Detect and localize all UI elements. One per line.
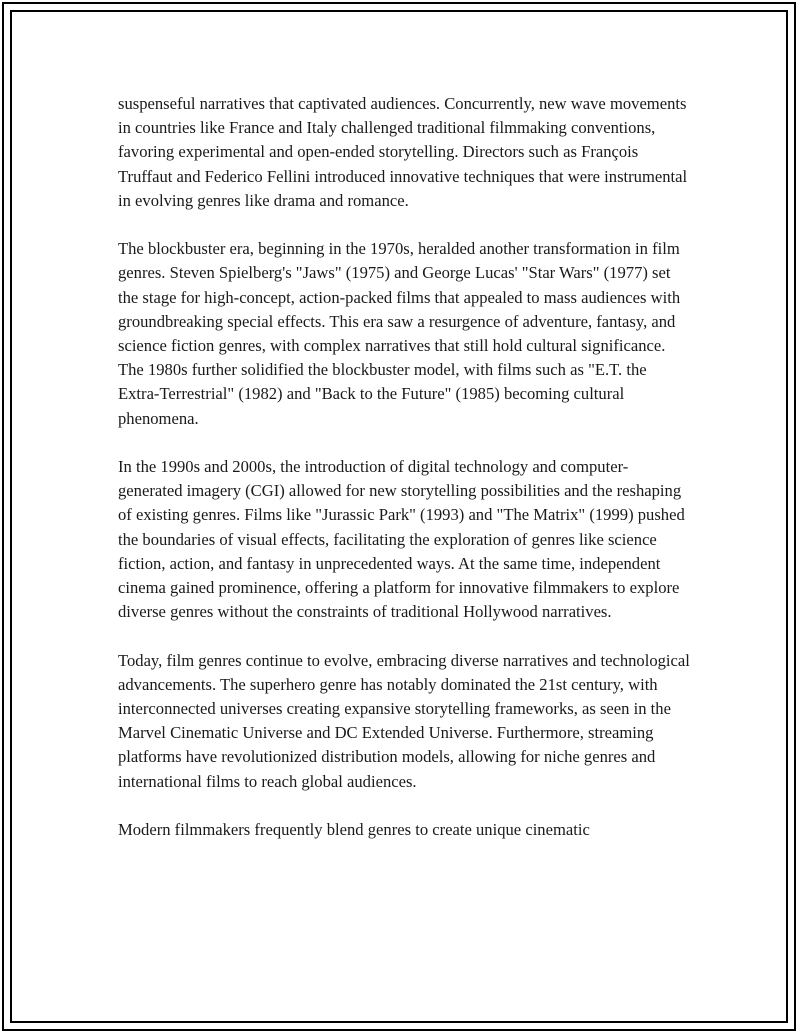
paragraph-new-wave: suspenseful narratives that captivated audiences. Concurrently, new wave movements in countries like France and Italy challenged traditional filmmaking conventions, favoring experimental and open-ended storytelling. Directors such as François Truffaut and Federico Fellini introduced innovative techniques that were instrumental in evolving genres like drama and romance.: [118, 94, 688, 210]
paragraph-today: Today, film genres continue to evolve, embracing diverse narratives and technological advancements. The superhero genre has notably dominated the 21st century, with interconnected universes creating expansive storytelling frameworks, as seen in the Marvel Cinematic Universe and DC Extended Universe. Furthermore, streaming platforms have revolutionized distribution models, allowing for niche genres and international films to reach global audiences.: [118, 650, 690, 791]
paragraph-modern-filmmakers: Modern filmmakers frequently blend genres to create unique cinematic: [118, 820, 590, 840]
paragraph-digital-technology: In the 1990s and 2000s, the introduction of digital technology and computer-generated imagery (CGI) allowed for new storytelling possibilities and the reshaping of existing genres. Films like "Jurassic Park" (1993) and "The Matrix" (1999) pushed the boundaries of visual effects, facilitating the exploration of genres like science fiction, action, and fantasy in unprecedented ways. At the same time, independent cinema gained prominence, offering a platform for innovative filmmakers to explore diverse genres without the constraints of traditional Hollywood narratives.: [118, 457, 685, 622]
document-body: [118, 92, 692, 866]
paragraph-blockbuster-era: The blockbuster era, beginning in the 1970s, heralded another transformation in film genres. Steven Spielberg's "Jaws" (1975) and George Lucas' "Star Wars" (1977) set the stage for high-concept, action-packed films that appealed to mass audiences with groundbreaking special effects. This era saw a resurgence of adventure, fantasy, and science fiction genres, with complex narratives that still hold cultural significance. The 1980s further solidified the blockbuster model, with films such as "E.T. the Extra-Terrestrial" (1982) and "Back to the Future" (1985) becoming cultural phenomena.: [118, 239, 681, 428]
